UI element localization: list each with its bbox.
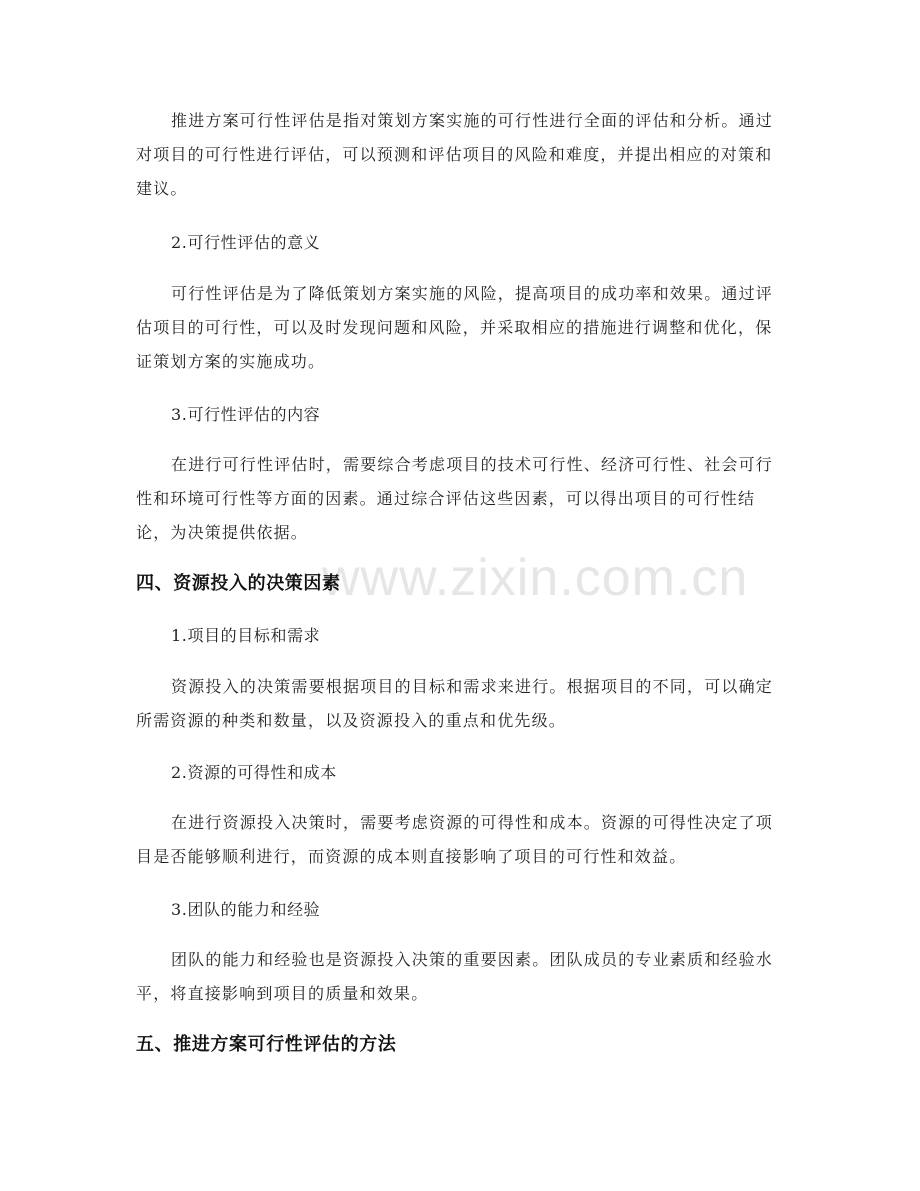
subheading-content: 3.可行性评估的内容 <box>171 405 321 424</box>
paragraph-significance: 可行性评估是为了降低策划方案实施的风险，提高项目的成功率和效果。通过评估项目的可行性，可以及时发现问题和风险，并采取相应的措施进行调整和优化，保证策划方案的实施成功。 <box>136 284 774 371</box>
paragraph-availability-cost: 在进行资源投入决策时，需要考虑资源的可得性和成本。资源的可得性决定了项目是否能够顺利进行，而资源的成本则直接影响了项目的可行性和效益。 <box>136 813 774 866</box>
section-heading-evaluation-methods: 五、推进方案可行性评估的方法 <box>136 1034 397 1055</box>
paragraph-feasibility-definition: 推进方案可行性评估是指对策划方案实施的可行性进行全面的评估和分析。通过对项目的可行性进行评估，可以预测和评估项目的风险和难度，并提出相应的对策和建议。 <box>136 111 774 198</box>
paragraph-content: 在进行可行性评估时，需要综合考虑项目的技术可行性、经济可行性、社会可行性和环境可行性等方面的因素。通过综合评估这些因素，可以得出项目的可行性结论，为决策提供依据。 <box>136 455 774 542</box>
subheading-goals-needs: 1.项目的目标和需求 <box>171 626 321 645</box>
paragraph-goals-needs: 资源投入的决策需要根据项目的目标和需求来进行。根据项目的不同，可以确定所需资源的种类和数量，以及资源投入的重点和优先级。 <box>136 677 774 730</box>
paragraph-team-ability: 团队的能力和经验也是资源投入决策的重要因素。团队成员的专业素质和经验水平，将直接影响到项目的质量和效果。 <box>136 950 774 1003</box>
section-heading-resource-factors: 四、资源投入的决策因素 <box>136 573 341 594</box>
subheading-availability-cost: 2.资源的可得性和成本 <box>171 763 337 782</box>
subheading-team-ability: 3.团队的能力和经验 <box>171 900 321 919</box>
subheading-significance: 2.可行性评估的意义 <box>171 233 321 252</box>
watermark: www.zixin.com.cn <box>322 549 749 607</box>
